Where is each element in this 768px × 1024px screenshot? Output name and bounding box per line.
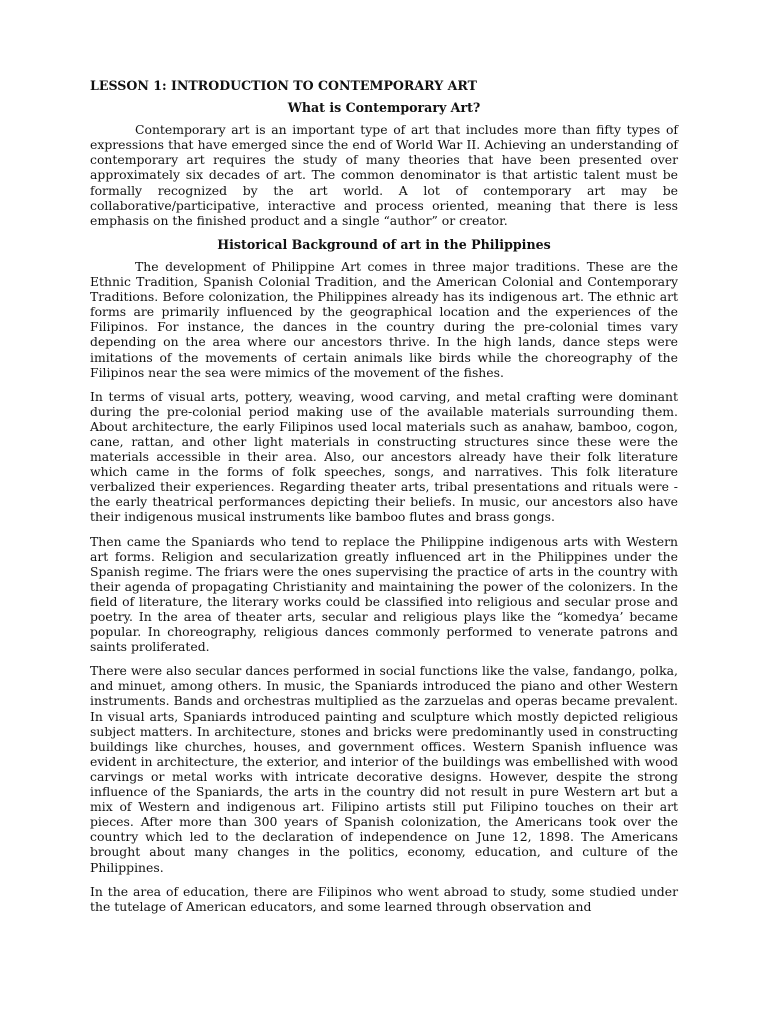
paragraph-spaniards: Then came the Spaniards who tend to replace the Philippine indigenous arts with Western art forms. Religion and secularization greatly influenced art in the Philippines under the Spanish regime. The friars were the ones supervising the practice of arts in the country with their agenda of propagating Christianity and maintaining the power of the colonizers. In the field of literature, the literary works could be classified into religious and secular prose and poetry. In the area of theater arts, secular and religious plays like the “komedya’ became popular. In choreography, religious dances commonly performed to venerate patrons and saints proliferated.: [90, 533, 678, 655]
document-page: [90, 78, 678, 923]
paragraph-secular-dances: There were also secular dances performed in social functions like the valse, fandango, polka, and minuet, among others. In music, the Spaniards introduced the piano and other Western instruments. Bands and orchestras multiplied as the zarzuelas and operas became prevalent. In visual arts, Spaniards introduced painting and sculpture which mostly depicted religious subject matters. In architecture, stones and bricks were predominantly used in constructing buildings like churches, houses, and government offices. Western Spanish influence was evident in architecture, the exterior, and interior of the buildings was embellished with wood carvings or metal works with intricate decorative designs. However, despite the strong influence of the Spaniards, the arts in the country did not result in pure Western art but a mix of Western and indigenous art. Filipino artists still put Filipino touches on their art pieces. After more than 300 years of Spanish colonization, the Americans took over the country which led to the declaration of independence on June 12, 1898. The Americans brought about many changes in the politics, economy, education, and culture of the Philippines.: [90, 663, 678, 875]
lesson-title: LESSON 1: INTRODUCTION TO CONTEMPORARY ART: [90, 78, 477, 93]
paragraph-development: The development of Philippine Art comes in three major traditions. These are the Ethnic Tradition, Spanish Colonial Tradition, and the American Colonial and Contemporary Traditions. Before colonization, the Philippines already has its indigenous art. The ethnic art forms are primarily influenced by the geographical location and the experiences of the Filipinos. For instance, the dances in the country during the pre-colonial times vary depending on the area where our ancestors thrive. In the high lands, dance steps were imitations of the movements of certain animals like birds while the choreography of the Filipinos near the sea were mimics of the movement of the fishes.: [90, 258, 678, 380]
paragraph-visual-arts: In terms of visual arts, pottery, weaving, wood carving, and metal crafting were dominant during the pre-colonial period making use of the available materials surrounding them. About architecture, the early Filipinos used local materials such as anahaw, bamboo, cogon, cane, rattan, and other light materials in constructing structures since these were the materials accessible in their area. Also, our ancestors already have their folk literature which came in the forms of folk speeches, songs, and narratives. This folk literature verbalized their experiences. Regarding theater arts, tribal presentations and rituals were - the early theatrical performances depicting their beliefs. In music, our ancestors also have their indigenous musical instruments like bamboo flutes and brass gongs.: [90, 388, 678, 525]
section-heading-what-is-contemporary-art: What is Contemporary Art?: [287, 100, 481, 116]
paragraph-contemporary-art: Contemporary art is an important type of art that includes more than fifty types of expressions that have emerged since the end of World War II. Achieving an understanding of contemporary art requires the study of many theories that have been presented over approximately six decades of art. The common denominator is that artistic talent must be formally recognized by the art world. A lot of contemporary art may be collaborative/participative, interactive and process oriented, meaning that there is less emphasis on the finished product and a single “author” or creator.: [90, 122, 678, 228]
section-heading-historical-background: Historical Background of art in the Philippines: [217, 236, 551, 252]
paragraph-education: In the area of education, there are Filipinos who went abroad to study, some studied under the tutelage of American educators, and some learned through observation and: [90, 883, 678, 914]
